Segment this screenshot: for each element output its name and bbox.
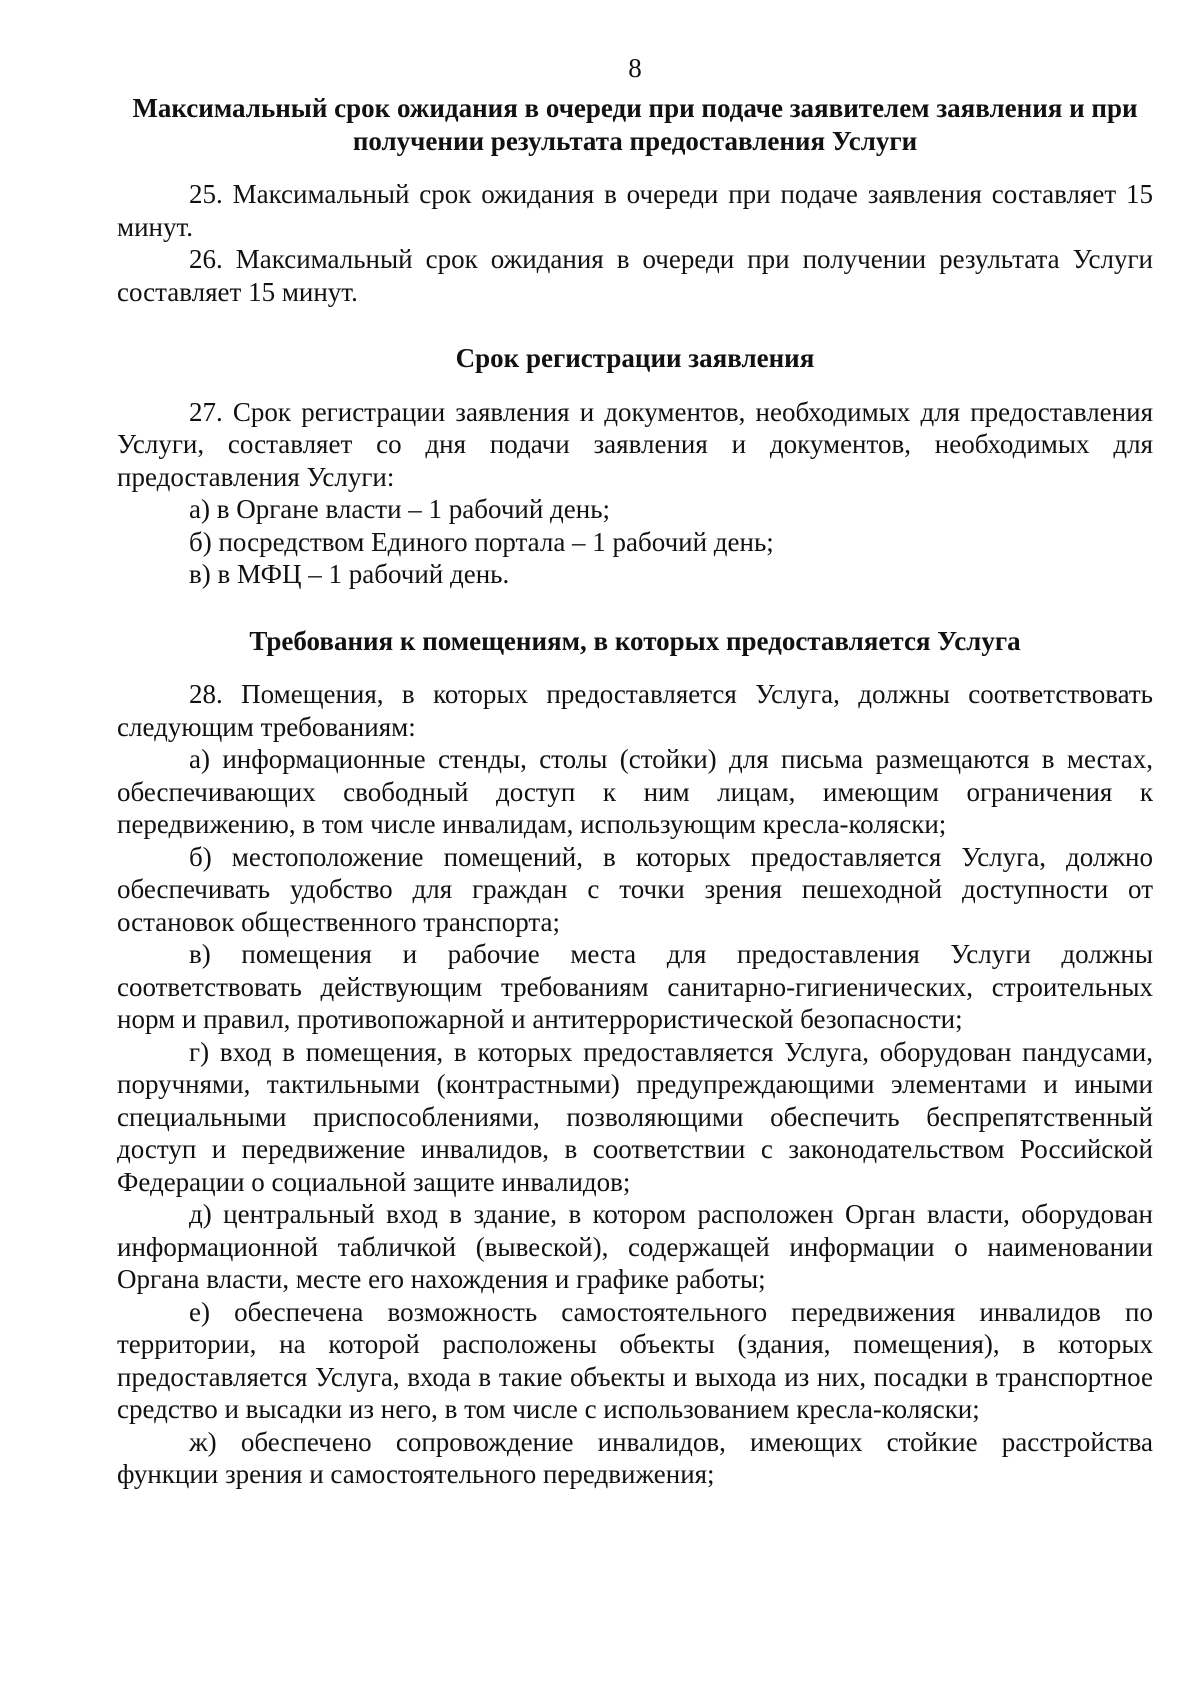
paragraph-26: 26. Максимальный срок ожидания в очереди при получении результата Услуги составляет 15 минут. xyxy=(117,244,1153,307)
section-heading: Срок регистрации заявления xyxy=(455,343,815,373)
section-premises-requirements xyxy=(117,625,1153,1491)
list-item-a: а) в Органе власти – 1 рабочий день; xyxy=(189,494,611,524)
list-item-g: г) вход в помещения, в которых предоставляется Услуга, оборудован пандусами, поручнями, тактильными (контрастными) предупреждающими элементами и иными специальными приспособлениями, позволяющими обеспечить беспрепятственный доступ и передвижение инвалидов, в соответствии с законодательством Российской Федерации о социальной защите инвалидов; xyxy=(117,1036,1153,1197)
list-item-zh: ж) обеспечено сопровождение инвалидов, имеющих стойкие расстройства функции зрения и самостоятельного передвижения; xyxy=(117,1426,1153,1489)
section-queue-time xyxy=(117,92,1153,308)
page-content xyxy=(117,52,1153,1491)
page-number: 8 xyxy=(628,53,642,83)
list-item-e: е) обеспечена возможность самостоятельного передвижения инвалидов по территории, на которой расположены объекты (здания, помещения), в которых предоставляется Услуга, входа в такие объекты и выхода из них, посадки в транспортное средство и высадки из него, в том числе с использованием кресла-коляски; xyxy=(117,1296,1153,1424)
section-heading: Максимальный срок ожидания в очереди при подаче заявителем заявления и при получении результата предоставления Услуги xyxy=(132,93,1138,156)
list-item-d: д) центральный вход в здание, в котором расположен Орган власти, оборудован информационной табличкой (вывеской), содержащей информации о наименовании Органа власти, месте его нахождения и графике работы; xyxy=(117,1199,1153,1294)
list-item-v: в) помещения и рабочие места для предоставления Услуги должны соответствовать действующим требованиям санитарно-гигиенических, строительных норм и правил, противопожарной и антитеррористической безопасности; xyxy=(117,939,1153,1034)
section-heading: Требования к помещениям, в которых предоставляется Услуга xyxy=(249,625,1021,656)
list-item-v: в) в МФЦ – 1 рабочий день. xyxy=(189,559,510,589)
list-item-b: б) посредством Единого портала – 1 рабочий день; xyxy=(189,526,774,557)
paragraph-28: 28. Помещения, в которых предоставляется Услуга, должны соответствовать следующим требованиям: xyxy=(117,679,1153,742)
paragraph-25: 25. Максимальный срок ожидания в очереди при подаче заявления составляет 15 минут. xyxy=(117,179,1153,242)
list-item-a: а) информационные стенды, столы (стойки) для письма размещаются в местах, обеспечивающих свободный доступ к ним лицам, имеющим ограничения к передвижению, в том числе инвалидам, использующим кресла-коляски; xyxy=(117,744,1153,839)
paragraph-27: 27. Срок регистрации заявления и документов, необходимых для предоставления Услуги, составляет со дня подачи заявления и документов, необходимых для предоставления Услуги: xyxy=(117,396,1153,492)
list-item-b: б) местоположение помещений, в которых предоставляется Услуга, должно обеспечивать удобство для граждан с точки зрения пешеходной доступности от остановок общественного транспорта; xyxy=(117,841,1153,937)
section-registration-time xyxy=(117,342,1153,591)
